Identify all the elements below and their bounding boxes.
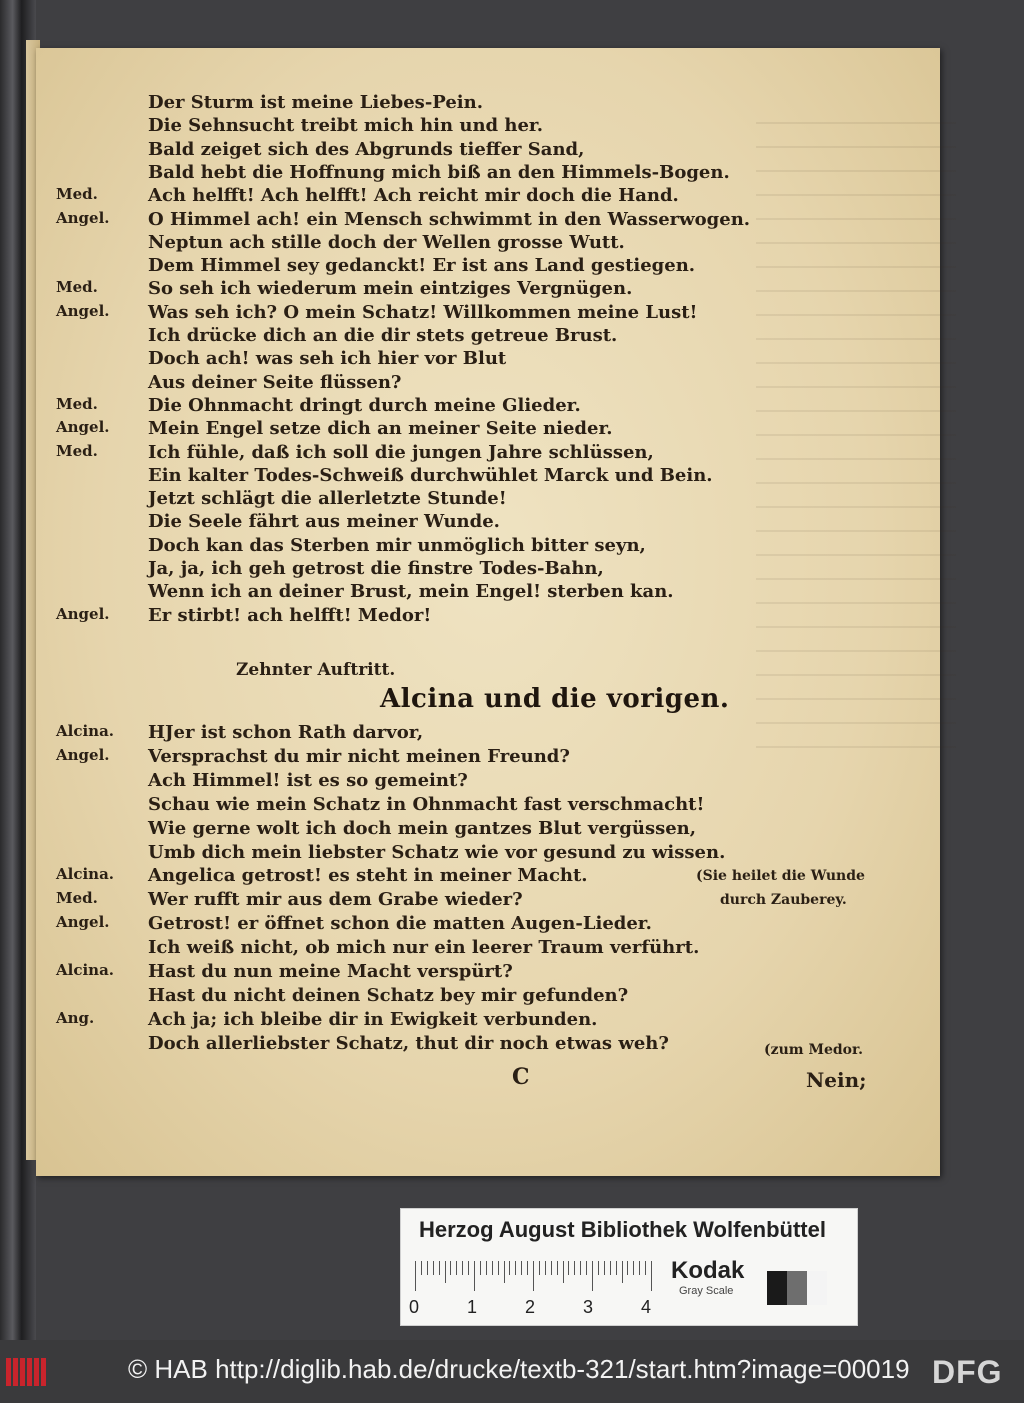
ruler-number: 0 (409, 1297, 420, 1317)
gray-swatch (787, 1271, 807, 1305)
ruler-number: 2 (525, 1297, 536, 1317)
show-through-text (756, 108, 956, 748)
verse-text: Mein Engel setze dich an meiner Seite nieder. (148, 418, 613, 440)
verse-text: Aus deiner Seite flüssen? (148, 371, 402, 393)
ruler-number: 1 (467, 1297, 478, 1317)
ruler-tick (462, 1261, 463, 1275)
verse-text: Doch ach! was seh ich hier vor Blut (148, 348, 507, 370)
verse-text: Ich weiß nicht, ob mich nur ein leerer Traum verführt. (148, 937, 700, 959)
verse-text: Die Ohnmacht dringt durch meine Glieder. (148, 394, 581, 416)
speaker-label: Angel. (56, 418, 110, 437)
verse-text: Ach helfft! Ach helfft! Ach reicht mir doch die Hand. (148, 185, 679, 207)
ruler-number: 3 (583, 1297, 594, 1317)
speaker-label: Med. (56, 394, 98, 413)
ruler-tick (504, 1261, 505, 1283)
stage-direction: durch Zauberey. (720, 892, 847, 908)
ruler-tick (474, 1261, 475, 1291)
speaker-label: Alcina. (56, 865, 115, 884)
library-name: Herzog August Bibliothek Wolfenbüttel (419, 1217, 826, 1242)
gray-scale-label: Gray Scale (679, 1285, 734, 1297)
speaker-label: Med. (56, 889, 98, 908)
verse-text: HJer ist schon Rath darvor, (148, 722, 424, 743)
speaker-label: Angel. (56, 208, 110, 227)
ruler-tick (539, 1261, 540, 1275)
verse-text: Wie gerne wolt ich doch mein gantzes Blut vergüssen, (148, 817, 697, 839)
ruler-tick (445, 1261, 446, 1283)
ruler-tick (427, 1261, 428, 1275)
stage-direction: (Sie heilet die Wunde (696, 868, 865, 884)
signature-mark: C (512, 1064, 530, 1090)
speaker-label: Angel. (56, 745, 110, 764)
ruler-tick (521, 1261, 522, 1275)
speaker-label: Alcina. (56, 961, 115, 979)
ruler-tick (421, 1261, 422, 1275)
verse-text: Hast du nun meine Macht verspürt? (148, 961, 513, 982)
speaker-label: Ang. (56, 1008, 95, 1027)
hab-logo-icon (6, 1358, 46, 1386)
gray-scale-swatches (767, 1271, 827, 1305)
speaker-label: Angel. (56, 604, 110, 623)
scene-heading: Zehnter Auftritt. (236, 660, 396, 680)
ruler-tick (574, 1261, 575, 1275)
ruler-tick (557, 1261, 558, 1275)
ruler-tick (586, 1261, 587, 1275)
ruler-tick (515, 1261, 516, 1275)
verse-text: Hast du nicht deinen Schatz bey mir gefunden? (148, 984, 629, 1006)
verse-text: Ja, ja, ich geh getrost die finstre Todes-Bahn, (148, 558, 604, 579)
color-calibration-card (400, 1208, 858, 1326)
book-page (36, 48, 940, 1176)
gray-swatch (807, 1271, 827, 1305)
verse-text: Ach ja; ich bleibe dir in Ewigkeit verbunden. (148, 1008, 598, 1030)
ruler-tick (627, 1261, 628, 1275)
ruler-tick (633, 1261, 634, 1275)
ruler-tick (604, 1261, 605, 1275)
verse-text: Ich drücke dich an die dir stets getreue Brust. (148, 325, 618, 346)
ruler-tick (645, 1261, 646, 1275)
verse-text: Neptun ach stille doch der Wellen grosse Wutt. (148, 231, 625, 253)
gray-swatch (767, 1271, 787, 1305)
ruler-tick (439, 1261, 440, 1275)
ruler-tick (415, 1261, 416, 1291)
verse-text: Was seh ich? O mein Schatz! Willkommen meine Lust! (148, 301, 698, 323)
ruler-tick (533, 1261, 534, 1291)
verse-text: Angelica getrost! es steht in meiner Macht. (148, 865, 588, 887)
speaker-label: Alcina. (56, 722, 115, 740)
verse-text: Der Sturm ist meine Liebes-Pein. (148, 92, 483, 113)
ruler-number: 4 (641, 1297, 652, 1317)
verse-text: Getrost! er öffnet schon die matten Augen-Lieder. (148, 913, 652, 935)
speaker-label: Angel. (56, 913, 110, 932)
ruler-tick (598, 1261, 599, 1275)
verse-text: Jetzt schlägt die allerletzte Stunde! (148, 488, 507, 510)
ruler-tick (568, 1261, 569, 1275)
ruler-tick (433, 1261, 434, 1275)
scene-title: Alcina und die vorigen. (380, 684, 730, 714)
verse-text: Er stirbt! ach helfft! Medor! (148, 604, 432, 626)
ruler-tick (498, 1261, 499, 1275)
ruler (415, 1261, 655, 1295)
ruler-tick (580, 1261, 581, 1275)
verse-text: Ach Himmel! ist es so gemeint? (148, 769, 468, 791)
verse-text: So seh ich wiederum mein eintziges Vergnügen. (148, 278, 633, 300)
ruler-tick (545, 1261, 546, 1275)
ruler-tick (456, 1261, 457, 1275)
speaker-label: Angel. (56, 301, 110, 320)
verse-text: Doch kan das Sterben mir unmöglich bitter seyn, (148, 534, 646, 556)
ruler-tick (616, 1261, 617, 1275)
ruler-tick (486, 1261, 487, 1275)
ruler-tick (551, 1261, 552, 1275)
verse-text: Schau wie mein Schatz in Ohnmacht fast verschmacht! (148, 793, 705, 815)
verse-text: Die Sehnsucht treibt mich hin und her. (148, 115, 544, 137)
verse-text: Ich fühle, daß ich soll die jungen Jahre schlüssen, (148, 441, 654, 463)
ruler-tick (651, 1261, 652, 1291)
ruler-tick (622, 1261, 623, 1283)
ruler-tick (610, 1261, 611, 1275)
verse-text: Bald zeiget sich des Abgrunds tieffer Sand, (148, 138, 585, 160)
verse-text: Die Seele fährt aus meiner Wunde. (148, 511, 500, 533)
ruler-tick (639, 1261, 640, 1275)
ruler-tick (450, 1261, 451, 1275)
ruler-tick (468, 1261, 469, 1275)
stage-direction: (zum Medor. (764, 1042, 863, 1058)
speaker-label: Med. (56, 185, 98, 204)
verse-text: O Himmel ach! ein Mensch schwimmt in den Wasserwogen. (148, 208, 751, 230)
speaker-label: Med. (56, 441, 98, 460)
ruler-tick (563, 1261, 564, 1283)
verse-text: Bald hebt die Hoffnung mich biß an den Himmels-Bogen. (148, 161, 730, 183)
verse-text: Ein kalter Todes-Schweiß durchwühlet Marck und Bein. (148, 464, 713, 486)
footer-bar (0, 1340, 1024, 1403)
verse-text: Wer rufft mir aus dem Grabe wieder? (148, 889, 523, 911)
ruler-tick (509, 1261, 510, 1275)
verse-text: Versprachst du mir nicht meinen Freund? (148, 745, 570, 767)
verse-text: Doch allerliebster Schatz, thut dir noch etwas weh? (148, 1032, 669, 1054)
speaker-label: Med. (56, 278, 98, 297)
verse-text: Dem Himmel sey gedanckt! Er ist ans Land gestiegen. (148, 255, 696, 277)
ruler-tick (527, 1261, 528, 1275)
dfg-logo: DFG (932, 1354, 1003, 1390)
ruler-tick (592, 1261, 593, 1291)
ruler-tick (492, 1261, 493, 1275)
ruler-tick (480, 1261, 481, 1275)
source-url: © HAB http://diglib.hab.de/drucke/textb-321/start.htm?image=00019 (128, 1354, 910, 1384)
catchword: Nein; (806, 1068, 867, 1092)
verse-text: Wenn ich an deiner Brust, mein Engel! sterben kan. (148, 581, 674, 603)
verse-text: Umb dich mein liebster Schatz wie vor gesund zu wissen. (148, 841, 726, 863)
kodak-logo: Kodak (671, 1257, 745, 1284)
